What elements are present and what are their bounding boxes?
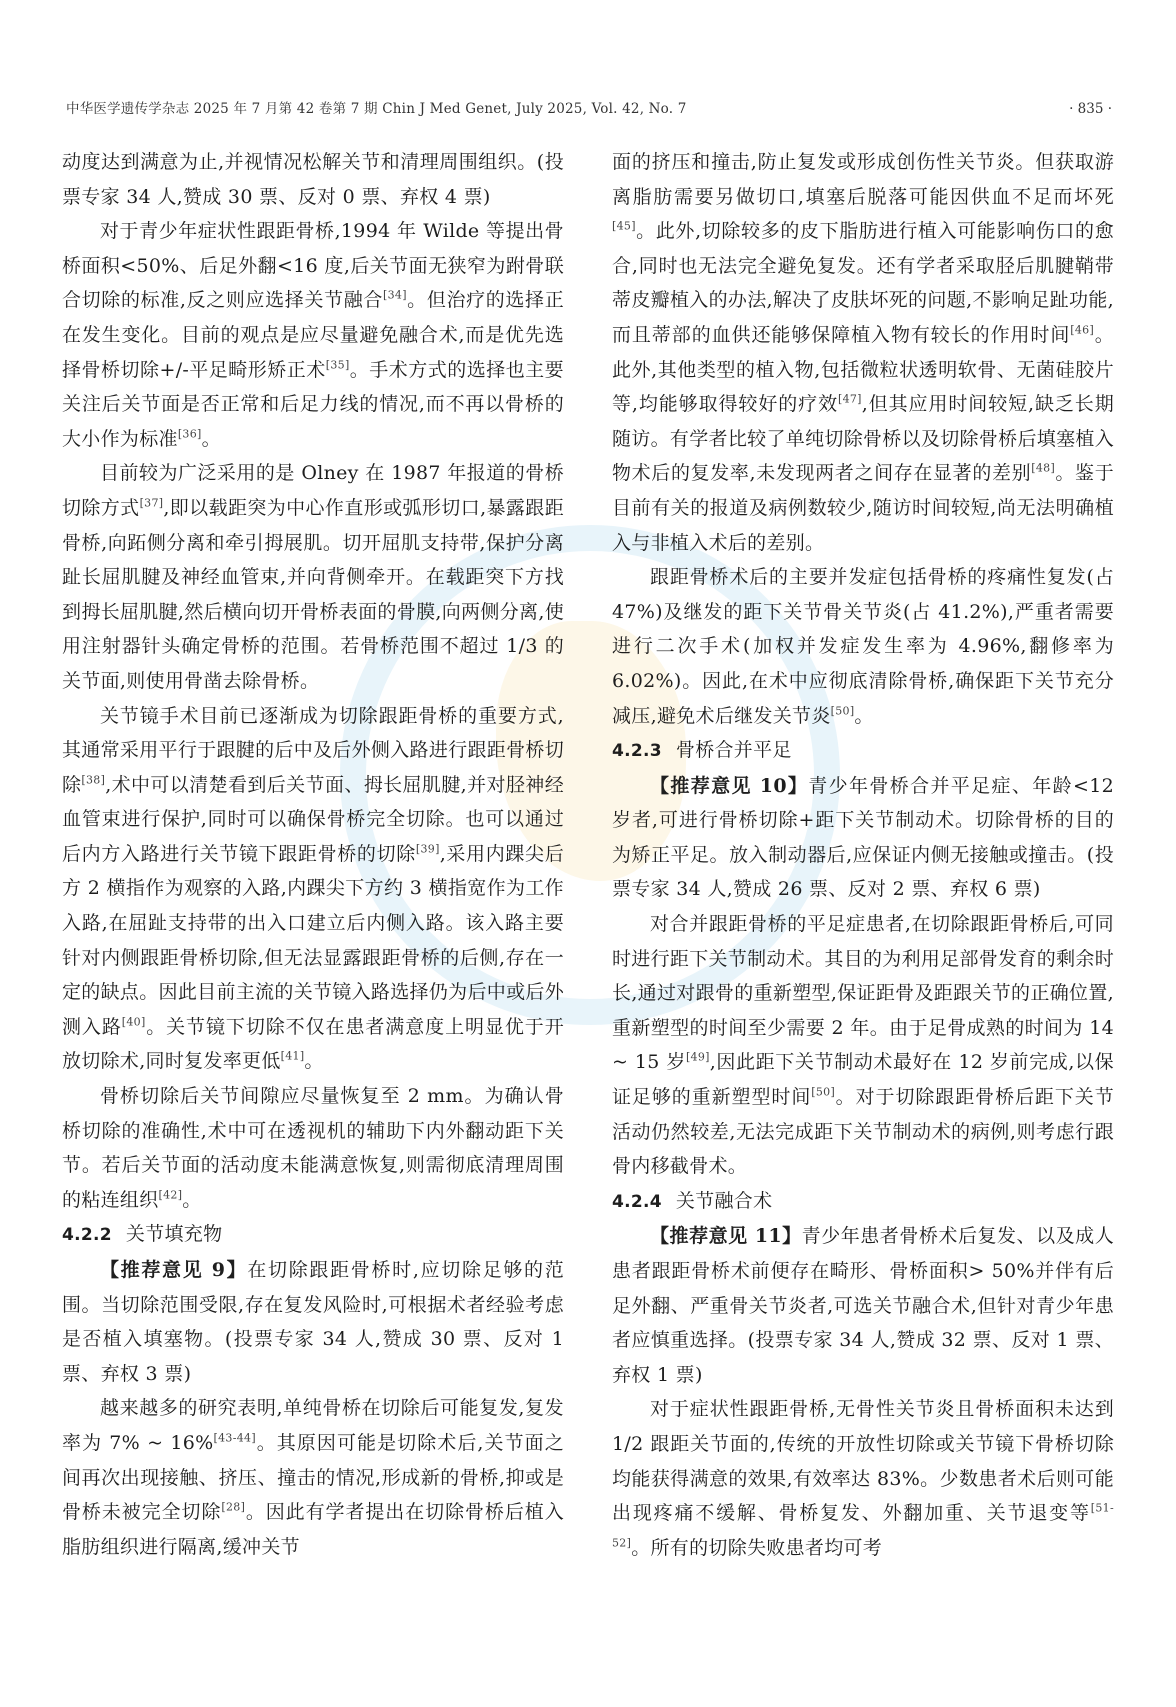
citation-ref[interactable]: [40] xyxy=(121,1015,146,1029)
citation-ref[interactable]: [34] xyxy=(383,289,407,303)
paragraph: 骨桥切除后关节间隙应尽量恢复至 2 mm。为确认骨桥切除的准确性,术中可在透视机的辅助下内外翻动距下关节。若后关节面的活动度未能满意恢复,则需彻底清理周围的粘连组织[42]。 xyxy=(62,1085,564,1211)
journal-citation: 中华医学遗传学杂志 2025 年 7 月第 42 卷第 7 期 Chin J Med Genet, July 2025, Vol. 42, No. 7 xyxy=(66,101,687,117)
citation-ref[interactable]: [42] xyxy=(158,1188,183,1202)
paragraph: 越来越多的研究表明,单纯骨桥在切除后可能复发,复发率为 7% ~ 16%[43-44]。其原因可能是切除术后,关节面之间再次出现接触、挤压、撞击的情况,形成新的骨桥,抑或是骨桥未被完全切除[28]。因此有学者提出在切除骨桥后植入脂肪组织进行隔离,缓冲关节 xyxy=(62,1397,564,1558)
citation-ref[interactable]: [38] xyxy=(81,773,106,787)
recommendation-11: 【推荐意见 11】青少年患者骨桥术后复发、以及成人患者跟距骨桥术前便存在畸形、骨桥面积> 50%并伴有后足外翻、严重骨关节炎者,可选关节融合术,但针对青少年患者应慎重选择。(投票专家 34 人,赞成 32 票、反对 1 票、弃权 1 票) xyxy=(612,1225,1114,1386)
citation-ref[interactable]: [47] xyxy=(837,392,862,406)
citation-ref[interactable]: [49] xyxy=(685,1051,710,1065)
citation-ref[interactable]: [39] xyxy=(415,842,440,856)
page-number: · 835 · xyxy=(1069,101,1112,117)
right-column xyxy=(612,145,1114,1565)
citation-ref[interactable]: [46] xyxy=(1070,323,1095,337)
recommendation-10: 【推荐意见 10】青少年骨桥合并平足症、年龄<12 岁者,可进行骨桥切除+距下关节制动术。切除骨桥的目的为矫正平足。放入制动器后,应保证内侧无接触或撞击。(投票专家 34 人,赞成 26 票、反对 2 票、弃权 6 票) xyxy=(612,774,1114,901)
section-heading: 4.2.2 关节填充物 xyxy=(62,1223,223,1246)
citation-ref[interactable]: [48] xyxy=(1031,462,1056,476)
citation-ref[interactable]: [28] xyxy=(221,1500,246,1514)
paragraph: 对于症状性跟距骨桥,无骨性关节炎且骨桥面积未达到 1/2 跟距关节面的,传统的开放性切除或关节镜下骨桥切除均能获得满意的效果,有效率达 83%。少数患者术后则可能出现疼痛不缓解、骨桥复发、外翻加重、关节退变等[51-52]。所有的切除失败患者均可考 xyxy=(612,1398,1114,1559)
left-column xyxy=(62,145,564,1564)
recommendation-label: 【推荐意见 11】 xyxy=(650,1225,802,1248)
recommendation-9: 【推荐意见 9】在切除跟距骨桥时,应切除足够的范围。当切除范围受限,存在复发风险时,可根据术者经验考虑是否植入填塞物。(投票专家 34 人,赞成 30 票、反对 1 票、弃权 3 票) xyxy=(62,1259,564,1385)
paragraph: 目前较为广泛采用的是 Olney 在 1987 年报道的骨桥切除方式[37],即以载距突为中心作直形或弧形切口,暴露跟距骨桥,向跖侧分离和牵引拇展肌。切开屈肌支持带,保护分离趾长屈肌腱及神经血管束,并向背侧牵开。在载距突下方找到拇长屈肌腱,然后横向切开骨桥表面的骨膜,向两侧分离,使用注射器针头确定骨桥的范围。若骨桥范围不超过 1/3 的关节面,则使用骨凿去除骨桥。 xyxy=(62,462,564,692)
paragraph: 动度达到满意为止,并视情况松解关节和清理周围组织。(投票专家 34 人,赞成 30 票、反对 0 票、弃权 4 票) xyxy=(62,151,564,208)
recommendation-label: 【推荐意见 9】 xyxy=(100,1259,248,1281)
citation-ref[interactable]: [45] xyxy=(612,219,636,233)
citation-ref[interactable]: [51-52] xyxy=(612,1501,1114,1550)
paragraph: 对合并跟距骨桥的平足症患者,在切除跟距骨桥后,可同时进行距下关节制动术。其目的为利用足部骨发育的剩余时长,通过对跟骨的重新塑型,保证距骨及距跟关节的正确位置,重新塑型的时间至少需要 2 年。由于足骨成熟的时间为 14 ~ 15 岁[49],因此距下关节制动术最好在 12 岁前完成,以保证足够的重新塑型时间[50]。对于切除跟距骨桥后距下关节活动仍然较差,无法完成距下关节制动术的病例,则考虑行跟骨内移截骨术。 xyxy=(612,913,1114,1178)
citation-ref[interactable]: [41] xyxy=(280,1050,305,1064)
section-heading: 4.2.4 关节融合术 xyxy=(612,1189,773,1212)
paragraph: 跟距骨桥术后的主要并发症包括骨桥的疼痛性复发(占 47%)及继发的距下关节骨关节炎(占 41.2%),严重者需要进行二次手术(加权并发症发生率为 4.96%,翻修率为 6.02%)。因此,在术中应彻底清除骨桥,确保距下关节充分减压,避免术后继发关节炎[50]。 xyxy=(612,566,1114,727)
citation-ref[interactable]: [35] xyxy=(325,358,350,372)
citation-ref[interactable]: [50] xyxy=(811,1085,836,1099)
paragraph: 对于青少年症状性跟距骨桥,1994 年 Wilde 等提出骨桥面积<50%、后足外翻<16 度,后关节面无狭窄为跗骨联合切除的标准,反之则应选择关节融合[34]。但治疗的选择正在发生变化。目前的观点是应尽量避免融合术,而是优先选择骨桥切除+/-平足畸形矫正术[35]。手术方式的选择也主要关注后关节面是否正常和后足力线的情况,而不再以骨桥的大小作为标准[36]。 xyxy=(62,220,565,450)
citation-ref[interactable]: [43-44] xyxy=(213,1431,256,1445)
citation-ref[interactable]: [36] xyxy=(177,427,202,441)
paragraph: 面的挤压和撞击,防止复发或形成创伤性关节炎。但获取游离脂肪需要另做切口,填塞后脱落可能因供血不足而坏死[45]。此外,切除较多的皮下脂肪进行植入可能影响伤口的愈合,同时也无法完全避免复发。还有学者采取胫后肌腱鞘带蒂皮瓣植入的办法,解决了皮肤坏死的问题,不影响足趾功能,而且蒂部的血供还能够保障植入物有较长的作用时间[46]。此外,其他类型的植入物,包括微粒状透明软骨、无菌硅胶片等,均能够取得较好的疗效[47],但其应用时间较短,缺乏长期随访。有学者比较了单纯切除骨桥以及切除骨桥后填塞植入物术后的复发率,未发现两者之间存在显著的差别[48]。鉴于目前有关的报道及病例数较少,随访时间较短,尚无法明确植入与非植入术后的差别。 xyxy=(612,151,1115,554)
section-heading: 4.2.3 骨桥合并平足 xyxy=(612,739,792,762)
running-header xyxy=(66,98,1112,120)
paragraph: 关节镜手术目前已逐渐成为切除跟距骨桥的重要方式,其通常采用平行于跟腱的后中及后外侧入路进行跟距骨桥切除[38],术中可以清楚看到后关节面、拇长屈肌腱,并对胫神经血管束进行保护,同时可以确保骨桥完全切除。也可以通过后内方入路进行关节镜下跟距骨桥的切除[39],采用内踝尖后方 2 横指作为观察的入路,内踝尖下方约 3 横指宽作为工作入路,在屈趾支持带的出入口建立后内侧入路。该入路主要针对内侧跟距骨桥切除,但无法显露跟距骨桥的后侧,存在一定的缺点。因此目前主流的关节镜入路选择仍为后中或后外测入路[40]。关节镜下切除不仅在患者满意度上明显优于开放切除术,同时复发率更低[41]。 xyxy=(62,704,564,1073)
citation-ref[interactable]: [50] xyxy=(830,704,855,718)
recommendation-label: 【推荐意见 10】 xyxy=(650,774,809,797)
citation-ref[interactable]: [37] xyxy=(139,496,164,510)
